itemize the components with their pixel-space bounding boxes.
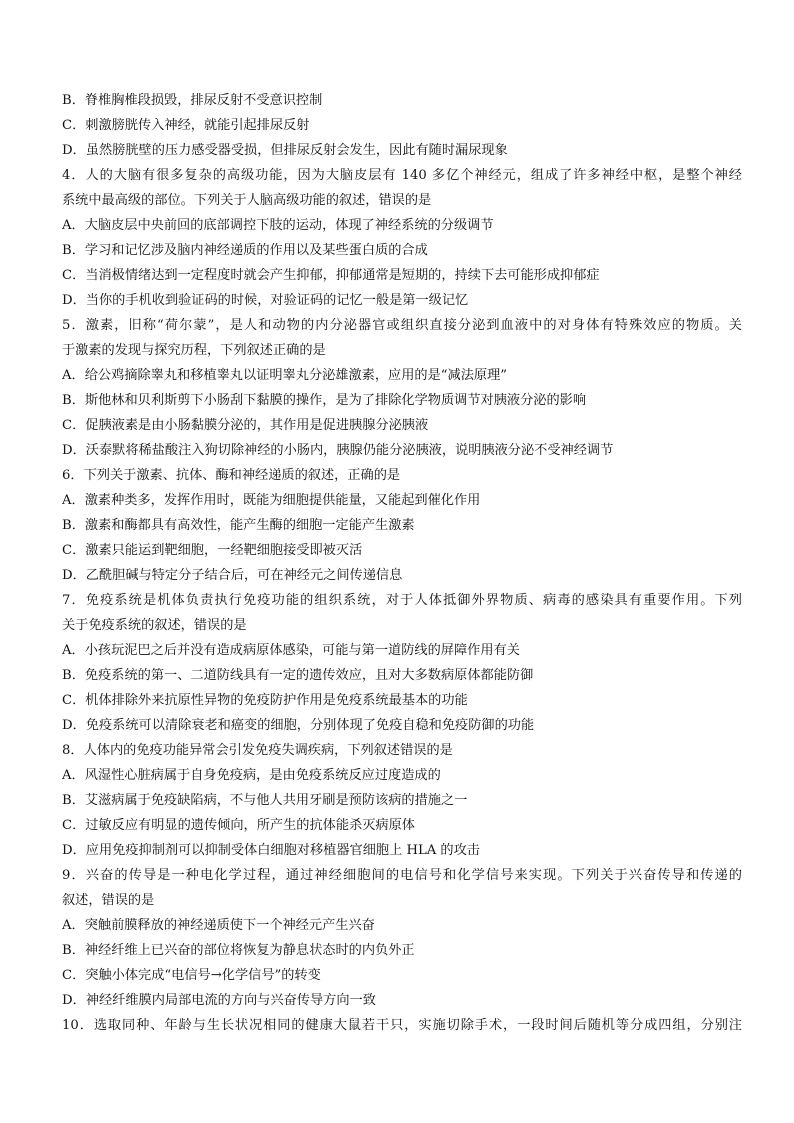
text-line: C．刺激膀胱传入神经，就能引起排尿反射 bbox=[62, 118, 310, 133]
text-line: A．激素种类多，发挥作用时，既能为细胞提供能量，又能起到催化作用 bbox=[62, 493, 481, 508]
text-line: C．过敏反应有明显的遗传倾向，所产生的抗体能杀灭病原体 bbox=[62, 818, 415, 833]
text-line: C．激素只能运到靶细胞，一经靶细胞接受即被灭活 bbox=[62, 543, 363, 558]
text-line: B．斯他林和贝利斯剪下小肠刮下黏膜的操作，是为了排除化学物质调节对胰液分泌的影响 bbox=[62, 393, 586, 408]
text-line: 7．免疫系统是机体负责执行免疫功能的组织系统，对于人体抵御外界物质、病毒的感染具有重要作用。下列 bbox=[62, 593, 742, 608]
text-line: D．虽然膀胱壁的压力感受器受损，但排尿反射会发生，因此有随时漏尿现象 bbox=[62, 143, 508, 158]
text-line: D．当你的手机收到验证码的时候，对验证码的记忆一般是第一级记忆 bbox=[62, 293, 469, 308]
text-line: 于激素的发现与探究历程，下列叙述正确的是 bbox=[62, 343, 326, 358]
document-body bbox=[62, 88, 742, 1038]
text-line: 4．人的大脑有很多复杂的高级功能，因为大脑皮层有 140 多亿个神经元，组成了许多神经中枢，是整个神经 bbox=[62, 168, 742, 183]
text-line: A．小孩玩泥巴之后并没有造成病原体感染，可能与第一道防线的屏障作用有关 bbox=[62, 643, 520, 658]
text-line: A．给公鸡摘除睾丸和移植睾丸以证明睾丸分泌雄激素，应用的是“减法原理” bbox=[62, 368, 508, 383]
text-line: 6．下列关于激素、抗体、酶和神经递质的叙述，正确的是 bbox=[62, 468, 401, 483]
text-line: C．促胰液素是由小肠黏膜分泌的，其作用是促进胰腺分泌胰液 bbox=[62, 418, 429, 433]
text-line: C．突触小体完成“电信号→化学信号”的转变 bbox=[62, 968, 321, 983]
text-line: A．大脑皮层中央前回的底部调控下肢的运动，体现了神经系统的分级调节 bbox=[62, 218, 494, 233]
text-line: D．应用免疫抑制剂可以抑制受体白细胞对移植器官细胞上 HLA 的攻击 bbox=[62, 843, 480, 858]
text-line: C．当消极情绪达到一定程度时就会产生抑郁，抑郁通常是短期的，持续下去可能形成抑郁症 bbox=[62, 268, 600, 283]
text-line: A．突触前膜释放的神经递质使下一个神经元产生兴奋 bbox=[62, 918, 375, 933]
text-line: C．机体排除外来抗原性异物的免疫防护作用是免疫系统最基本的功能 bbox=[62, 693, 468, 708]
text-line: D．神经纤维膜内局部电流的方向与兴奋传导方向一致 bbox=[62, 993, 376, 1008]
text-line: 10．选取同种、年龄与生长状况相同的健康大鼠若干只，实施切除手术，一段时间后随机等分成四组，分别注 bbox=[62, 1018, 742, 1033]
text-line: 9．兴奋的传导是一种电化学过程，通过神经细胞间的电信号和化学信号来实现。下列关于兴奋传导和传递的 bbox=[62, 868, 742, 883]
text-line: 系统中最高级的部位。下列关于人脑高级功能的叙述，错误的是 bbox=[62, 193, 432, 208]
text-line: D．沃泰默将稀盐酸注入狗切除神经的小肠内，胰腺仍能分泌胰液，说明胰液分泌不受神经调节 bbox=[62, 443, 614, 458]
text-line: B．免疫系统的第一、二道防线具有一定的遗传效应，且对大多数病原体都能防御 bbox=[62, 668, 534, 683]
text-line: D．免疫系统可以清除衰老和癌变的细胞，分别体现了免疫自稳和免疫防御的功能 bbox=[62, 718, 535, 733]
text-line: D．乙酰胆碱与特定分子结合后，可在神经元之间传递信息 bbox=[62, 568, 403, 583]
text-line: 5．激素，旧称“荷尔蒙”，是人和动物的内分泌器官或组织直接分泌到血液中的对身体有特殊效应的物质。关 bbox=[62, 318, 742, 333]
text-line: 关于免疫系统的叙述，错误的是 bbox=[62, 618, 247, 633]
text-line: A．风湿性心脏病属于自身免疫病，是由免疫系统反应过度造成的 bbox=[62, 768, 441, 783]
text-line: B．神经纤维上已兴奋的部位将恢复为静息状态时的内负外正 bbox=[62, 943, 415, 958]
text-line: 叙述，错误的是 bbox=[62, 893, 155, 908]
text-line: B．激素和酶都具有高效性，能产生酶的细胞一定能产生激素 bbox=[62, 518, 415, 533]
text-line: B．学习和记忆涉及脑内神经递质的作用以及某些蛋白质的合成 bbox=[62, 243, 428, 258]
text-line: B．艾滋病属于免疫缺陷病，不与他人共用牙刷是预防该病的措施之一 bbox=[62, 793, 468, 808]
text-line: 8．人体内的免疫功能异常会引发免疫失调疾病，下列叙述错误的是 bbox=[62, 743, 453, 758]
text-line: B．脊椎胸椎段损毁，排尿反射不受意识控制 bbox=[62, 93, 323, 108]
